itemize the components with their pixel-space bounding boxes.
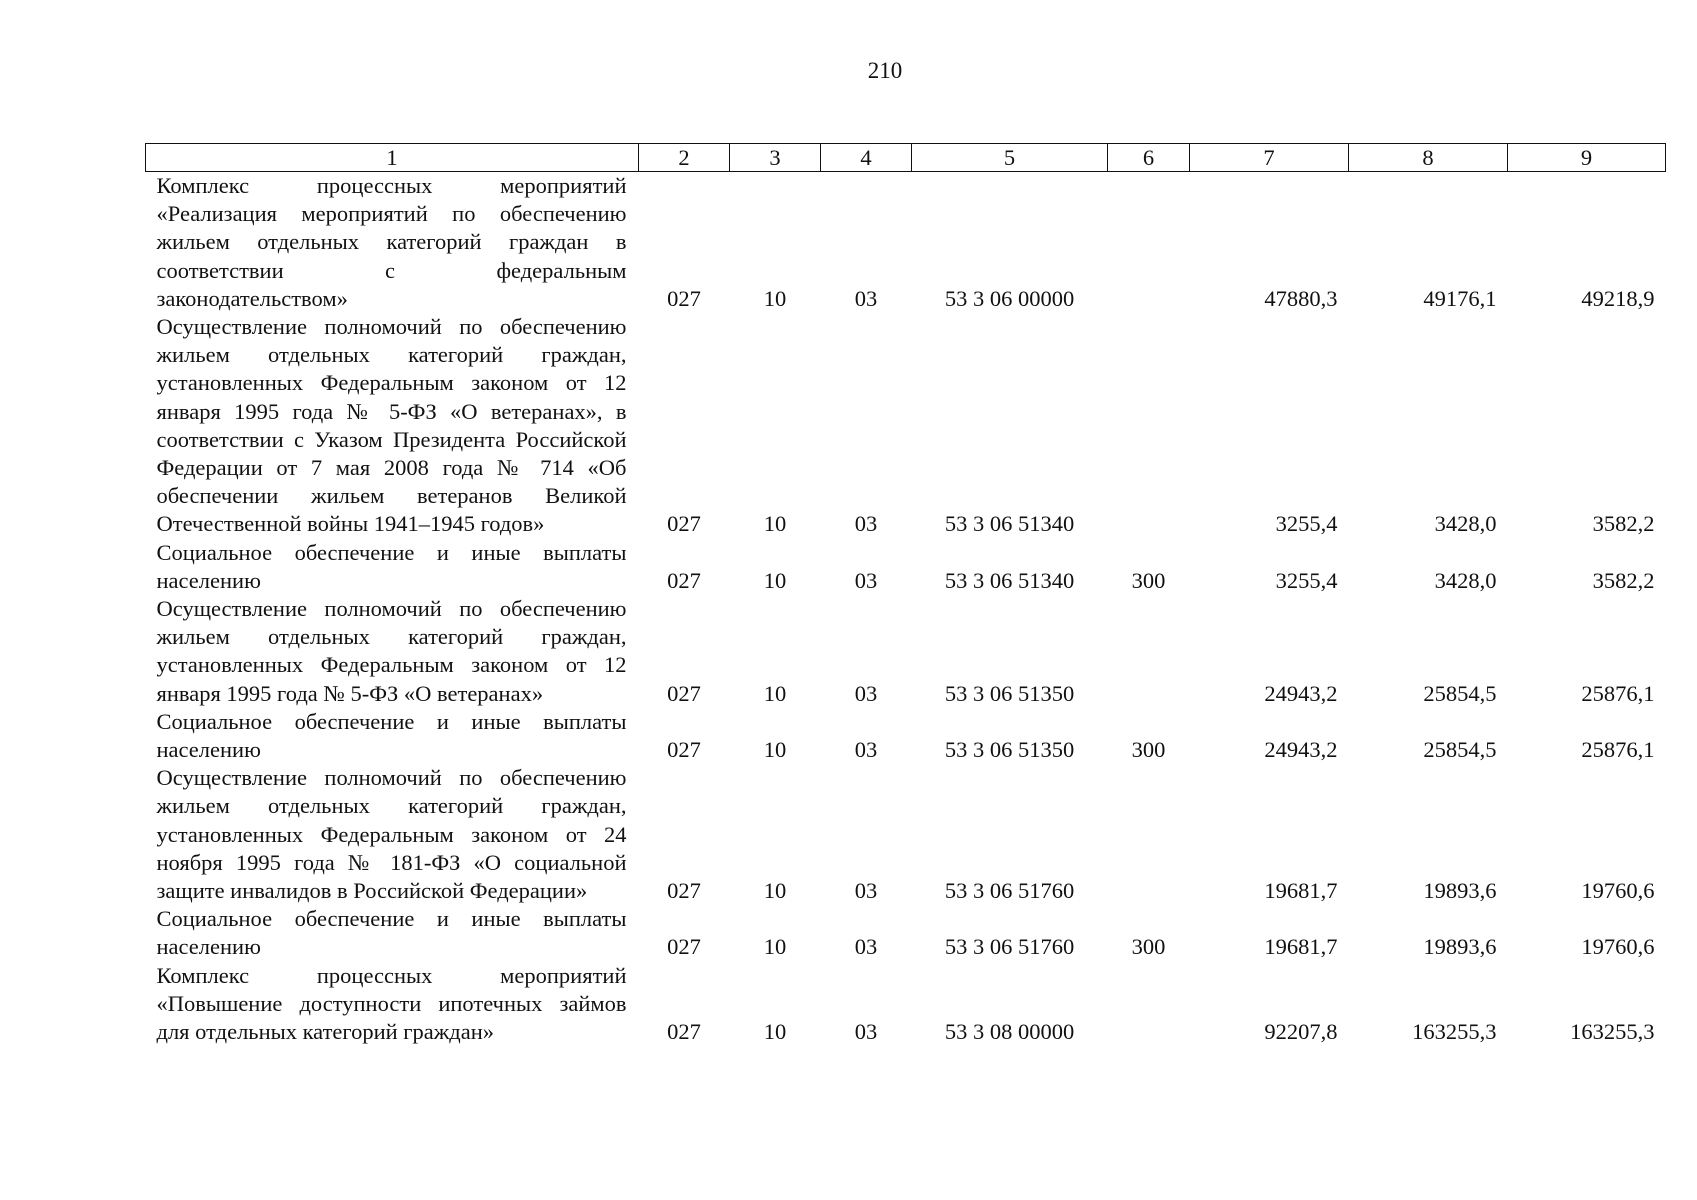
cell-c9: 49218,9 (1581, 285, 1655, 311)
cell-c8: 3428,0 (1434, 567, 1497, 593)
column-header: 8 (1349, 144, 1508, 172)
cell-c6: 300 (1131, 934, 1166, 960)
row-name: Комплекс процессных мероприятий «Повышение доступности ипотечных займов для отдельных категорий граждан» (156, 962, 627, 1045)
row-name: Осуществление полномочий по обеспечению жильем отдельных категорий граждан, установленных Федеральным законом от 12 января 1995 года № 5-ФЗ «О ветеранах», в соответствии с Указом Президента Российской Федерации от 7 мая 2008 года № 714 «Об обеспечении жильем ветеранов Великой Отечественной войны 1941–1945 годов» (156, 314, 627, 537)
cell-c6 (1108, 962, 1190, 1047)
table-row (146, 595, 1666, 708)
cell-c4: 03 (854, 680, 878, 706)
cell-c5: 53 3 06 51350 (944, 680, 1075, 706)
cell-c7: 19681,7 (1264, 934, 1338, 960)
cell-c5: 53 3 06 51760 (944, 878, 1075, 904)
cell-c4: 03 (854, 1019, 878, 1045)
cell-c2: 027 (667, 567, 701, 593)
cell-c6 (1108, 313, 1190, 539)
cell-c3: 10 (763, 737, 787, 763)
column-header: 2 (639, 144, 730, 172)
column-header: 7 (1190, 144, 1349, 172)
row-name: Социальное обеспечение и иные выплаты населению (156, 708, 627, 763)
cell-c7: 47880,3 (1264, 285, 1338, 311)
cell-c6: 300 (1131, 737, 1166, 763)
column-header: 6 (1108, 144, 1190, 172)
cell-c2: 027 (667, 934, 701, 960)
cell-c9: 25876,1 (1581, 680, 1655, 706)
table-row (146, 172, 1666, 314)
cell-c4: 03 (854, 878, 878, 904)
cell-c4: 03 (854, 567, 878, 593)
cell-c6 (1108, 595, 1190, 708)
table-row (146, 764, 1666, 905)
cell-c8: 163255,3 (1412, 1019, 1497, 1045)
header-row (146, 144, 1666, 172)
budget-table (145, 143, 1666, 1046)
cell-c5: 53 3 08 00000 (944, 1019, 1075, 1045)
cell-c4: 03 (854, 934, 878, 960)
cell-c6 (1108, 172, 1190, 314)
cell-c7: 24943,2 (1264, 737, 1338, 763)
column-header: 3 (730, 144, 821, 172)
table-row (146, 905, 1666, 961)
cell-c9: 163255,3 (1570, 1019, 1655, 1045)
cell-c2: 027 (667, 737, 701, 763)
column-header: 5 (912, 144, 1108, 172)
row-name: Комплекс процессных мероприятий «Реализация мероприятий по обеспечению жильем отдельных категорий граждан в соответствии с федеральным законодательством» (156, 173, 627, 311)
cell-c6: 300 (1131, 567, 1166, 593)
cell-c3: 10 (763, 285, 787, 311)
table-row (146, 708, 1666, 764)
cell-c4: 03 (854, 737, 878, 763)
column-header: 4 (821, 144, 912, 172)
cell-c9: 19760,6 (1581, 934, 1655, 960)
table-row (146, 539, 1666, 595)
page-number: 210 (867, 58, 903, 83)
cell-c2: 027 (667, 680, 701, 706)
cell-c5: 53 3 06 51340 (944, 511, 1075, 537)
cell-c9: 3582,2 (1592, 567, 1655, 593)
cell-c8: 19893,6 (1423, 878, 1497, 904)
cell-c2: 027 (667, 1019, 701, 1045)
row-name: Социальное обеспечение и иные выплаты населению (156, 539, 627, 593)
cell-c7: 19681,7 (1264, 878, 1338, 904)
column-header: 1 (146, 144, 639, 172)
cell-c8: 19893,6 (1423, 934, 1497, 960)
cell-c6 (1108, 764, 1190, 905)
cell-c2: 027 (667, 878, 701, 904)
cell-c9: 19760,6 (1581, 878, 1655, 904)
cell-c5: 53 3 06 51760 (944, 934, 1075, 960)
cell-c3: 10 (763, 878, 787, 904)
cell-c8: 3428,0 (1434, 511, 1497, 537)
cell-c4: 03 (854, 285, 878, 311)
cell-c3: 10 (763, 934, 787, 960)
cell-c8: 25854,5 (1423, 737, 1497, 763)
cell-c7: 24943,2 (1264, 680, 1338, 706)
cell-c7: 92207,8 (1264, 1019, 1338, 1045)
cell-c3: 10 (763, 1019, 787, 1045)
cell-c5: 53 3 06 00000 (944, 285, 1075, 311)
cell-c9: 3582,2 (1592, 511, 1655, 537)
row-name: Осуществление полномочий по обеспечению жильем отдельных категорий граждан, установленных Федеральным законом от 24 ноября 1995 года № 181-ФЗ «О социальной защите инвалидов в Российской Федерации» (156, 765, 627, 904)
cell-c8: 49176,1 (1423, 285, 1497, 311)
cell-c5: 53 3 06 51350 (944, 737, 1075, 763)
column-header: 9 (1508, 144, 1666, 172)
cell-c7: 3255,4 (1275, 567, 1338, 593)
cell-c4: 03 (854, 511, 878, 537)
table-row (146, 313, 1666, 539)
cell-c3: 10 (763, 511, 787, 537)
cell-c5: 53 3 06 51340 (944, 567, 1075, 593)
cell-c2: 027 (667, 285, 701, 311)
row-name: Осуществление полномочий по обеспечению жильем отдельных категорий граждан, установленных Федеральным законом от 12 января 1995 года № 5-ФЗ «О ветеранах» (156, 596, 627, 706)
cell-c3: 10 (763, 567, 787, 593)
row-name: Социальное обеспечение и иные выплаты населению (156, 906, 627, 960)
table-row (146, 962, 1666, 1047)
cell-c3: 10 (763, 680, 787, 706)
cell-c8: 25854,5 (1423, 680, 1497, 706)
cell-c2: 027 (667, 511, 701, 537)
cell-c9: 25876,1 (1581, 737, 1655, 763)
cell-c7: 3255,4 (1275, 511, 1338, 537)
